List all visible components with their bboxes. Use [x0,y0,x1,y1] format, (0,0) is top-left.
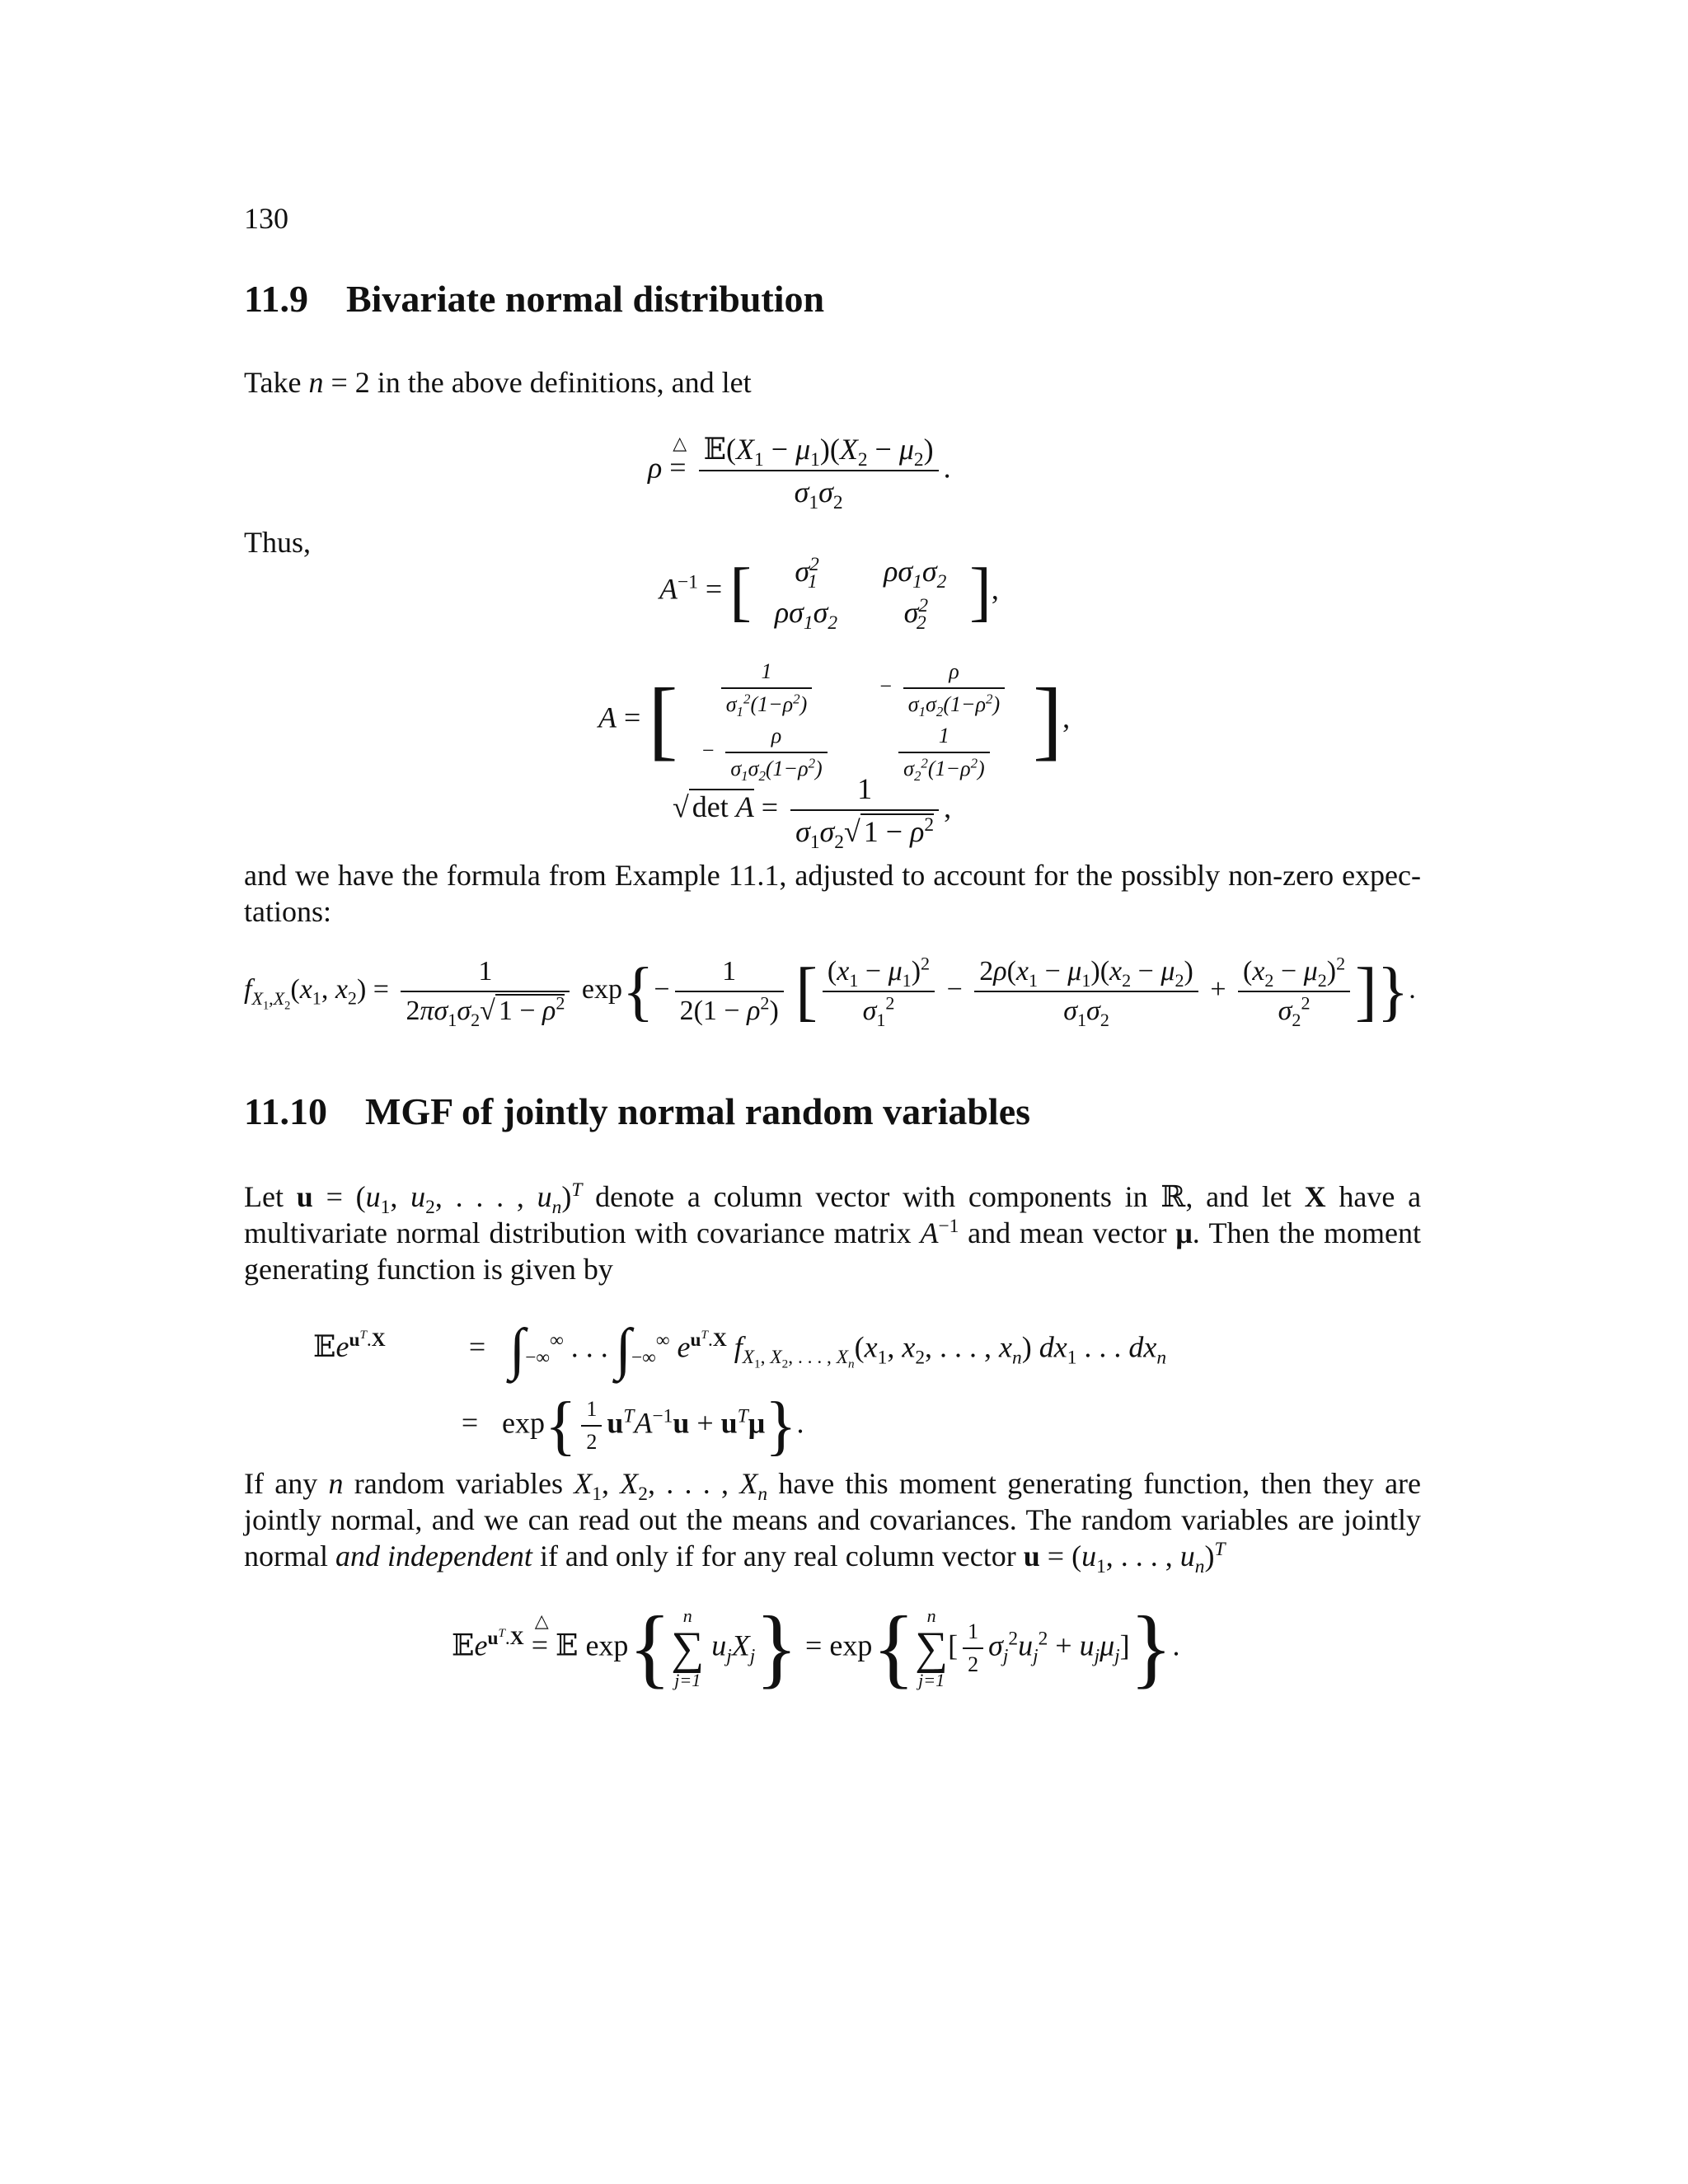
intro-paragraph: Take n = 2 in the above definitions, and let [244,366,752,399]
independence-paragraph: If any n random variables $X_1$, $X_2$, . . . , $X_n$ have this moment generating function, then they are jointly normal, and we can read out the means and covariances. The random variables are jointly normal and independent if and only if for any real column vector $u = (u_1$, . . . , $u_n)^T$ [244,1467,1422,1578]
thus-text: Thus, [244,526,311,559]
equation-mgf-closed-form: = exp{ $\frac{1}{2}$ $u^TA^{-1}u + u^T\mu$}. [461,1390,804,1462]
equation-rho-definition: ρ △ = $\frac{𝔼(X_1 - \mu_1)(X_2 - \mu_2)}{\sigma_1\sigma_2}$ . [648,433,951,514]
section-title: MGF of jointly normal random variables [364,1090,1031,1132]
section-number: 11.10 [244,1090,327,1132]
section-number: 11.9 [244,278,308,320]
section-heading-11-10 [244,1090,1030,1133]
section-heading-11-9 [244,277,824,321]
math-n-equals-2: n [308,366,324,399]
equation-precision-matrix: A = [ $\frac{1}{\sigma_1^2(1-\rho^2)}$ − $\frac{\rho}{\sigma_1\sigma_2(1-\rho^2)}$ − $\frac{\rho}{\sigma_1\sigma_2(1-\rho^2)}$ $\frac{1}{\sigma_2^2(1-\rho^2)}$ ], [598,659,1071,785]
equation-inverse-covariance: $A^{-1}$ = [ $\sigma^2_1$ $\rho\sigma_1\sigma_2$ $\rho\sigma_1\sigma_2$ $\sigma^2_2$ ], [659,554,999,635]
mgf-intro-paragraph: Let $u = (u_1$, $u_2$, . . . , $u_n)^T$ denote a column vector with components in ℝ, and let X have a multivariate normal distribution with covariance matrix $A^{-1}$ and mean vector μ. Then the moment generating function is given by [244,1179,1422,1286]
formula-intro-paragraph: and we have the formula from Example 11.1, adjusted to account for the possibly non-zero expec-tations: [244,859,1421,928]
equation-bivariate-density: $f_{X_1,X_2}(x_1$, $x_2$) = $\frac{1}{2\pi\sigma_1\sigma_2√ 1 - \rho^2}$ exp{− $\frac{1}{2(1 - \rho^2)}$ [ $\frac{(x_1 - \mu_1)^2}{\sigma_1^2}$ − $\frac{2\rho(x_1 - \mu_1)(x_2 - \mu_2)}{\sigma_1\sigma_2}$ + $\frac{(x_2 - \mu_2)^2}{\sigma_2^2}$ ]}. [244,953,1416,1030]
equation-mgf-integral: 𝔼e$^{u^T.X}$ = $\int_{-\infty}^\infty$ . . . $\int_{-\infty}^\infty$ $e^{u^T.X}$ $f_{X_1, X_2, . . . , X_n}(x_1$, $x_2$, . . . , $x_n$) $dx_1$ . . . $dx_n$ [313,1318,1167,1381]
equation-sqrt-det: √ det A = $\frac{1}{\sigma_1\sigma_2√ 1 - \rho^2}$ , [673,772,952,854]
page-number: 130 [244,202,288,235]
section-title: Bivariate normal distribution [345,278,825,320]
equation-independence-mgf: 𝔼e$^{u^T.X}$ △ = 𝔼 exp{ n ∑ j=1 $u_jX_j\} = \exp${ n ∑ j=1 [ $\frac{1}{2}$ $\sigma_j^2u_j^2 + u_j\mu_j$]}. [452,1599,1180,1697]
